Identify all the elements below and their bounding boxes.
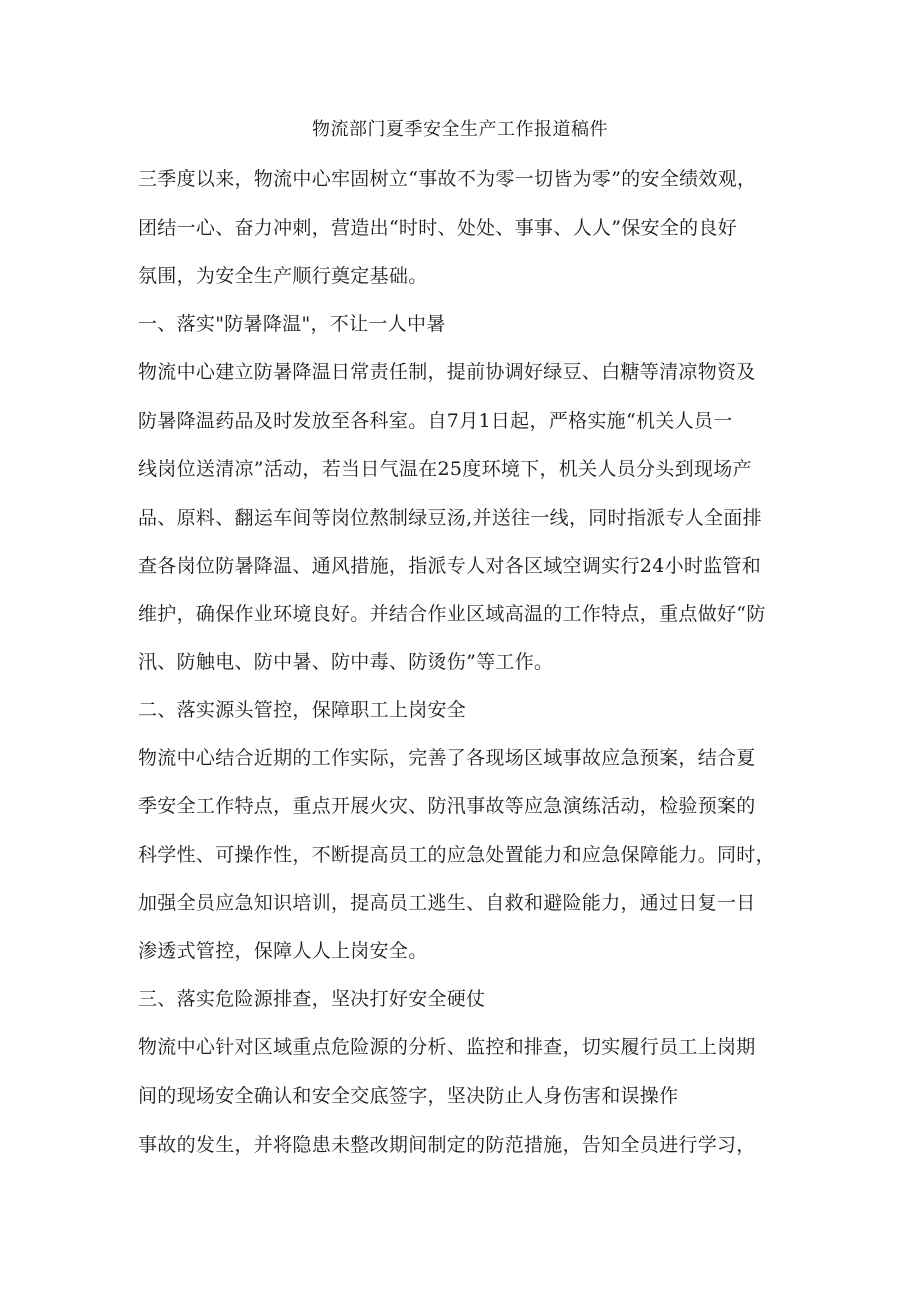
section-2-heading: 二、落实源头管控，保障职工上岗安全 <box>138 699 467 721</box>
line-11: 汛、防触电、防中暑、防中毒、防烫伤”等工作。 <box>138 651 554 673</box>
document-title: 物流部门夏季安全生产工作报道稿件 <box>312 119 608 140</box>
line-14: 季安全工作特点，重点开展火灾、防汛事故等应急演练活动，检验预案的 <box>138 795 756 817</box>
line-5: 物流中心建立防暑降温日常责任制，提前协调好绿豆、白糖等清凉物资及 <box>138 361 756 383</box>
line-1: 三季度以来，物流中心牢固树立“事故不为零一切皆为零”的安全绩效观， <box>138 168 757 190</box>
line-3: 氛围，为安全生产顺行奠定基础。 <box>138 265 428 287</box>
line-7: 线岗位送清凉”活动，若当日气温在25度环境下，机关人员分头到现场产 <box>138 458 752 480</box>
line-8: 品、原料、翻运车间等岗位熬制绿豆汤,并送往一线，同时指派专人全面排 <box>138 507 762 529</box>
line-21: 事故的发生，并将隐患未整改期间制定的防范措施，告知全员进行学习， <box>138 1134 756 1156</box>
line-17: 渗透式管控，保障人人上岗安全。 <box>138 940 428 962</box>
line-9: 查各岗位防暑降温、通风措施，指派专人对各区域空调实行24小时监管和 <box>138 555 762 577</box>
line-19: 物流中心针对区域重点危险源的分析、监控和排查，切实履行员工上岗期 <box>138 1036 756 1058</box>
line-16: 加强全员应急知识培训，提高员工逃生、自救和避险能力，通过日复一日 <box>138 892 756 914</box>
line-6: 防暑降温药品及时发放至各科室。自7月1日起，严格实施“机关人员一 <box>138 410 733 432</box>
line-20: 间的现场安全确认和安全交底签字，坚决防止人身伤害和误操作 <box>138 1085 679 1107</box>
line-15: 科学性、可操作性，不断提高员工的应急处置能力和应急保障能力。同时， <box>138 844 775 866</box>
section-1-heading: 一、落实"防暑降温"，不让一人中暑 <box>138 313 446 335</box>
line-13: 物流中心结合近期的工作实际，完善了各现场区域事故应急预案，结合夏 <box>138 747 756 769</box>
section-3-heading: 三、落实危险源排查，坚决打好安全硬仗 <box>138 988 486 1010</box>
line-2: 团结一心、奋力冲刺，营造出“时时、处处、事事、人人”保安全的良好 <box>138 217 738 239</box>
line-10: 维护，确保作业环境良好。并结合作业区域高温的工作特点，重点做好“防 <box>138 603 766 625</box>
